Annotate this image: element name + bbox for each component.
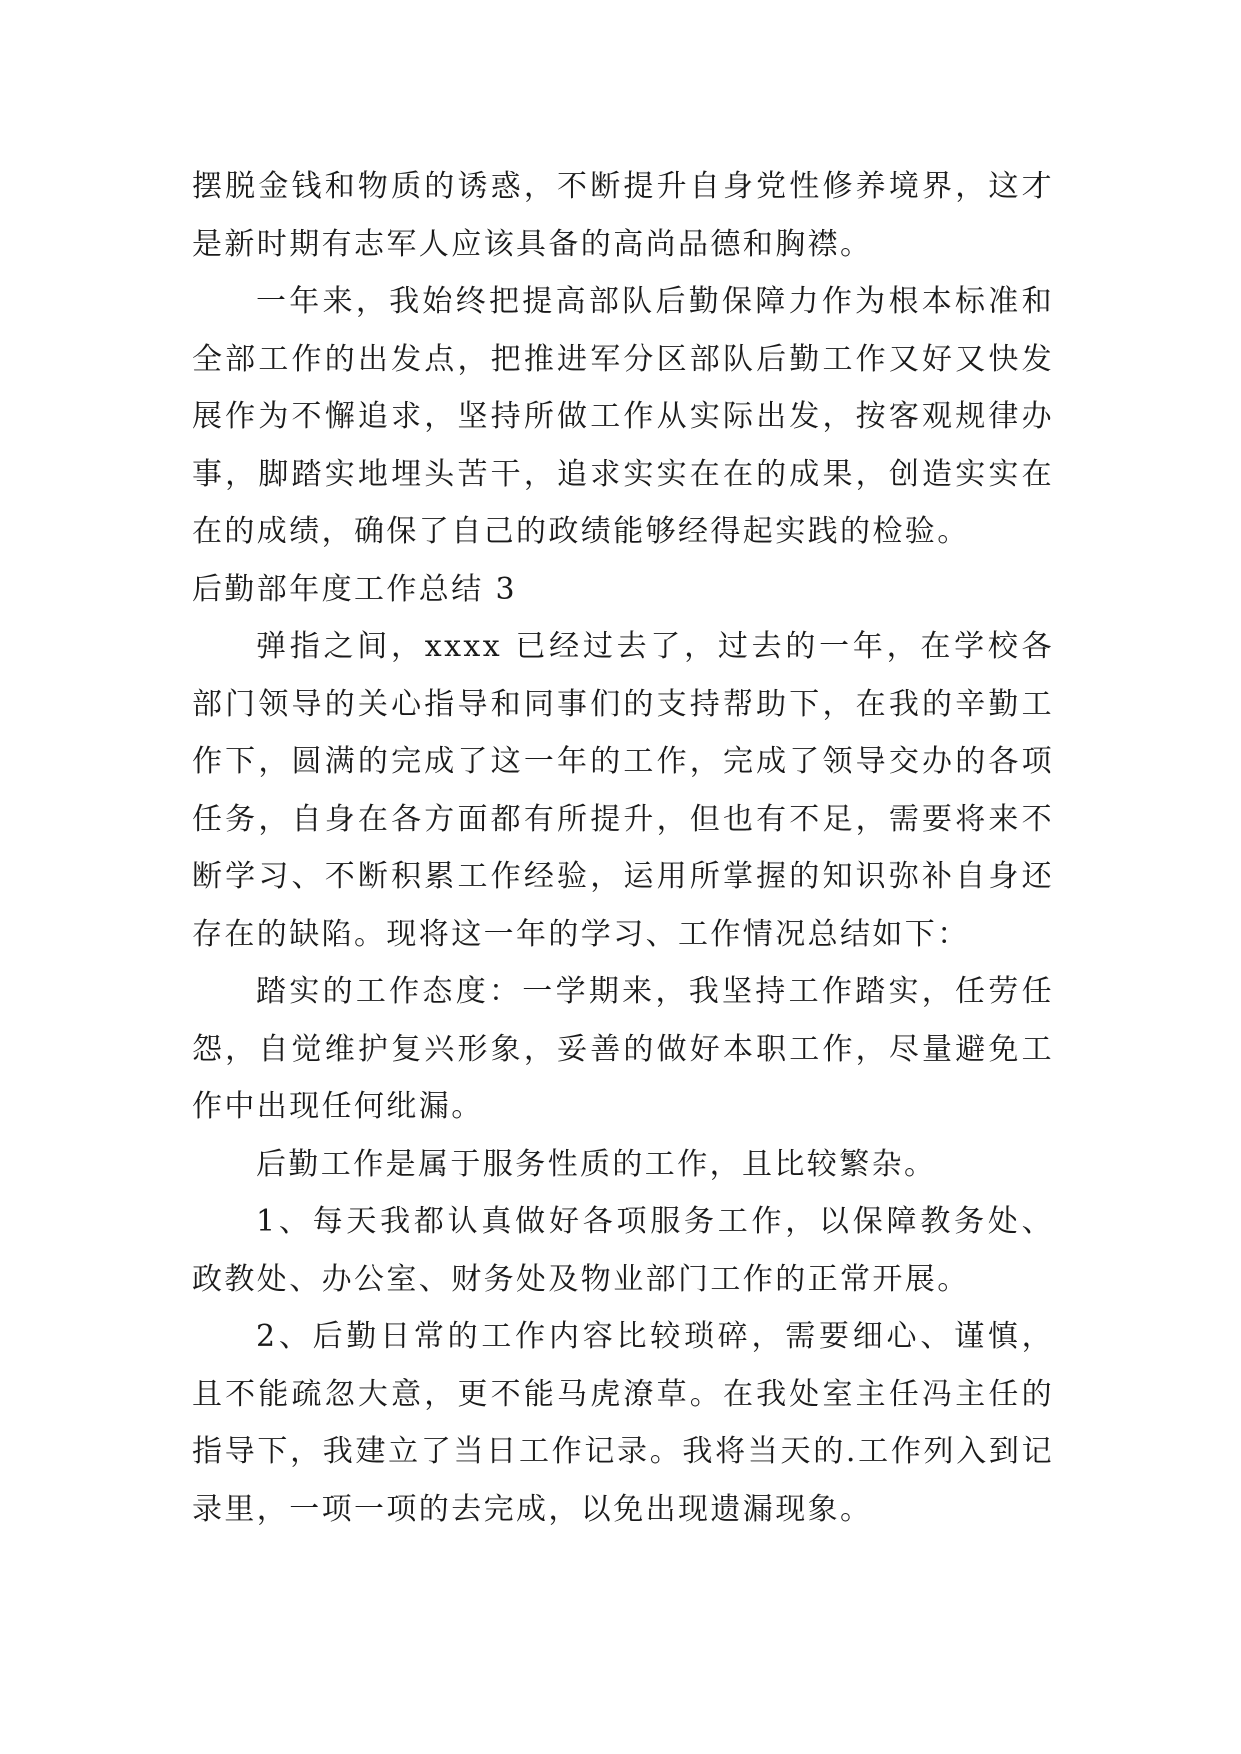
paragraph: 2、后勤日常的工作内容比较琐碎，需要细心、谨慎，且不能疏忽大意，更不能马虎潦草。在我处室主任冯主任的指导下，我建立了当日工作记录。我将当天的.工作列入到记录里，一项一项的去完成，以免出现遗漏现象。 xyxy=(192,1319,1054,1527)
paragraph: 弹指之间，xxxx 已经过去了，过去的一年，在学校各部门领导的关心指导和同事们的支持帮助下，在我的辛勤工作下，圆满的完成了这一年的工作，完成了领导交办的各项任务，自身在各方面都有所提升，但也有不足，需要将来不断学习、不断积累工作经验，运用所掌握的知识弥补自身还存在的缺陷。现将这一年的学习、工作情况总结如下： xyxy=(192,629,1054,952)
paragraph: 一年来，我始终把提高部队后勤保障力作为根本标准和全部工作的出发点，把推进军分区部队后勤工作又好又快发展作为不懈追求，坚持所做工作从实际出发，按客观规律办事，脚踏实地埋头苦干，追求实实在在的成果，创造实实在在的成绩，确保了自己的政绩能够经得起实践的检验。 xyxy=(192,284,1054,549)
paragraph: 摆脱金钱和物质的诱惑，不断提升自身党性修养境界，这才是新时期有志军人应该具备的高尚品德和胸襟。 xyxy=(192,169,1054,262)
section-heading: 后勤部年度工作总结 3 xyxy=(192,571,518,607)
document-body xyxy=(192,158,1054,1538)
paragraph: 踏实的工作态度：一学期来，我坚持工作踏实，任劳任怨，自觉维护复兴形象，妥善的做好本职工作，尽量避免工作中出现任何纰漏。 xyxy=(192,974,1054,1124)
paragraph: 后勤工作是属于服务性质的工作，且比较繁杂。 xyxy=(256,1146,937,1182)
paragraph: 1、每天我都认真做好各项服务工作，以保障教务处、政教处、办公室、财务处及物业部门工作的正常开展。 xyxy=(192,1204,1054,1297)
